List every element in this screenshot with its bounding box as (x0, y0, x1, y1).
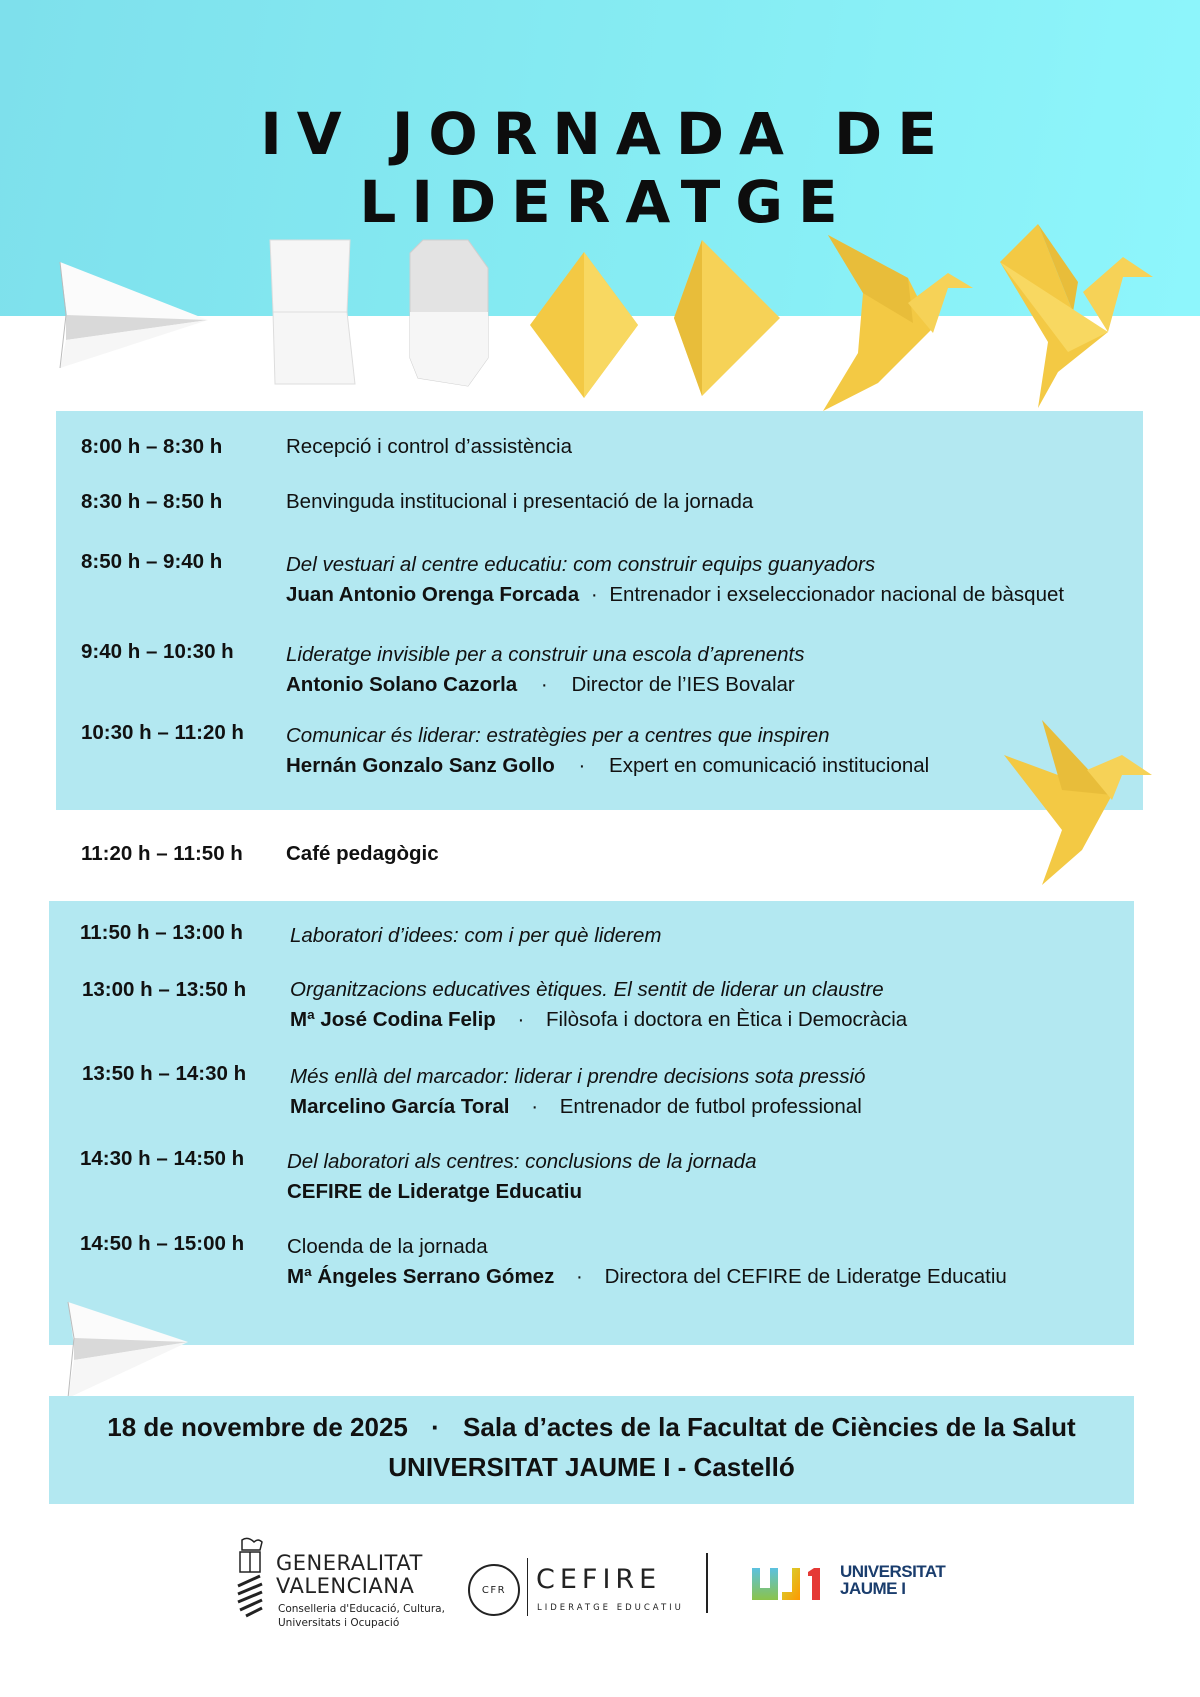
folded-paper-icon (265, 238, 360, 386)
origami-bird-decoration-icon (1002, 710, 1152, 890)
uji-name (840, 1563, 945, 1597)
talk-title: Del laboratori als centres: conclusions de la jornada (287, 1150, 757, 1173)
speaker-role: Director de l’IES Bovalar (571, 673, 795, 696)
time-slot: 13:00 h – 13:50 h (82, 978, 247, 1001)
generalitat-sub2: Universitats i Ocupació (278, 1617, 400, 1629)
uji-logo-icon (752, 1566, 832, 1600)
cefire-subtitle: LIDERATGE EDUCATIU (537, 1603, 684, 1613)
speaker-name: Hernán Gonzalo Sanz Gollo (286, 754, 555, 777)
time-slot: 14:30 h – 14:50 h (80, 1147, 245, 1170)
separator-dot: · (590, 583, 598, 606)
generalitat-crest-icon (236, 1536, 266, 1618)
speaker-name: Mª José Codina Felip (290, 1008, 496, 1031)
origami-diamond-tall-icon (672, 238, 782, 398)
time-slot: 8:30 h – 8:50 h (81, 490, 223, 513)
event-venue: Sala d’actes de la Facultat de Ciències de la Salut (463, 1412, 1076, 1442)
time-slot: 14:50 h – 15:00 h (80, 1232, 245, 1255)
speaker-name: CEFIRE de Lideratge Educatiu (287, 1180, 583, 1203)
uji-line2: JAUME I (840, 1579, 906, 1598)
cefire-badge-label: CFR (481, 1584, 507, 1596)
separator-dot: · (576, 1265, 583, 1288)
separator-dot: · (540, 673, 548, 696)
speaker-role: Expert en comunicació institucional (609, 754, 930, 777)
origami-bird-icon (818, 233, 978, 413)
folded-paper-gray-icon (408, 238, 498, 388)
generalitat-line1: GENERALITAT (276, 1551, 423, 1575)
session-title: Cloenda de la jornada (287, 1235, 488, 1258)
origami-sequence (0, 200, 1200, 420)
time-slot: 9:40 h – 10:30 h (81, 640, 234, 663)
generalitat-line2: VALENCIANA (276, 1574, 415, 1598)
speaker-role: Directora del CEFIRE de Lideratge Educatiu (604, 1265, 1007, 1288)
cefire-badge (468, 1564, 520, 1616)
separator-dot: · (431, 1412, 440, 1442)
speaker-role: Entrenador i exseleccionador nacional de bàsquet (609, 583, 1065, 606)
origami-diamond-icon (528, 250, 640, 400)
talk-title: Comunicar és liderar: estratègies per a centres que inspiren (286, 724, 830, 747)
talk-title: Del vestuari al centre educatiu: com construir equips guanyadors (286, 553, 876, 576)
page-title: IV JORNADA DE LIDERATGE (260, 100, 952, 236)
time-slot: 10:30 h – 11:20 h (81, 721, 244, 744)
cefire-divider (527, 1558, 528, 1616)
speaker-name: Juan Antonio Orenga Forcada (286, 583, 580, 606)
separator-dot: · (578, 754, 586, 777)
time-slot: 11:20 h – 11:50 h (81, 842, 243, 865)
speaker-name: Mª Ángeles Serrano Gómez (287, 1265, 555, 1288)
speaker-role: Entrenador de futbol professional (559, 1095, 862, 1118)
event-university: UNIVERSITAT JAUME I - Castelló (388, 1452, 795, 1482)
paper-plane-icon (58, 260, 218, 370)
time-slot: 13:50 h – 14:30 h (82, 1062, 247, 1085)
talk-title: Més enllà del marcador: liderar i prendre decisions sota pressió (290, 1065, 866, 1088)
separator-dot: · (517, 1008, 525, 1031)
break-title: Café pedagògic (286, 842, 439, 865)
event-date: 18 de novembre de 2025 (107, 1412, 408, 1442)
event-date-venue (49, 1412, 1134, 1443)
talk-title: Lideratge invisible per a construir una escola d’aprenents (286, 643, 805, 666)
separator-dot: · (531, 1095, 539, 1118)
paper-plane-decoration-icon (66, 1300, 191, 1400)
speaker-name: Marcelino García Toral (290, 1095, 510, 1118)
time-slot: 8:00 h – 8:30 h (81, 435, 223, 458)
talk-title: Laboratori d’idees: com i per què liderem (290, 924, 662, 947)
generalitat-sub1: Conselleria d'Educació, Cultura, (278, 1603, 445, 1615)
time-slot: 11:50 h – 13:00 h (80, 921, 243, 944)
time-slot: 8:50 h – 9:40 h (81, 550, 223, 573)
talk-title: Organitzacions educatives ètiques. El sentit de liderar un claustre (290, 978, 884, 1001)
session-title: Benvinguda institucional i presentació de la jornada (286, 490, 754, 513)
speaker-role: Filòsofa i doctora en Ètica i Democràcia (546, 1008, 908, 1031)
speaker-name: Antonio Solano Cazorla (286, 673, 518, 696)
session-title: Recepció i control d’assistència (286, 435, 572, 458)
cefire-name: CEFIRE (536, 1564, 662, 1595)
sponsor-logos (0, 1530, 1200, 1650)
logo-divider (706, 1553, 708, 1613)
uji-line1: UNIVERSITAT (840, 1562, 946, 1581)
origami-bird-flying-icon (998, 222, 1158, 412)
